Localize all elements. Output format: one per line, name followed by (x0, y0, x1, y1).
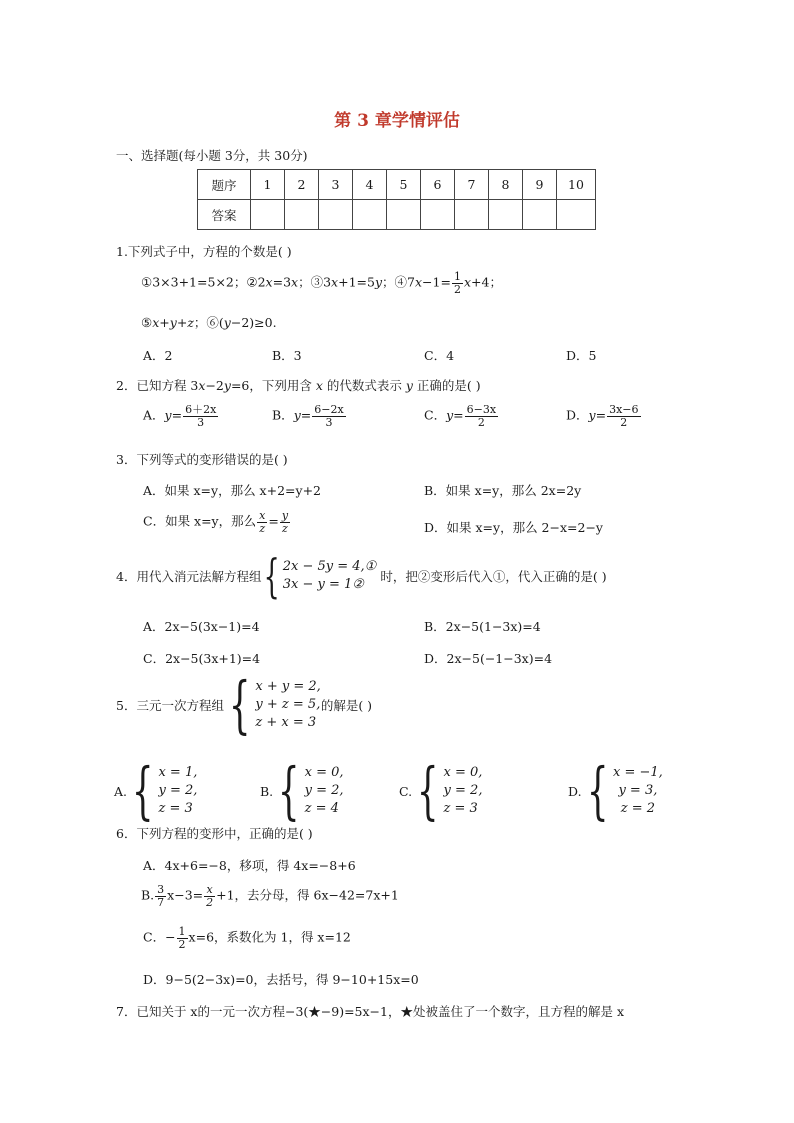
answer-cell[interactable] (557, 200, 596, 230)
table-number: 5 (387, 170, 421, 200)
equation: y + z = 5, (255, 697, 321, 712)
option-a[interactable]: A．2 (143, 348, 173, 363)
table-number: 10 (557, 170, 596, 200)
table-number: 1 (251, 170, 285, 200)
question-2-stem: 2．已知方程 3x−2y=6，下列用含 x 的代数式表示 y 正确的是( ) (116, 378, 481, 393)
brace: { (416, 754, 439, 827)
fraction: $\frac{3x-6}{2}$ (609, 403, 639, 429)
fraction: $\frac{1}{2}$ (453, 270, 461, 296)
brace: { (131, 754, 154, 827)
equation: 3x − y = 1② (282, 577, 364, 592)
answer-cell[interactable] (523, 200, 557, 230)
table-number: 6 (421, 170, 455, 200)
answer-cell[interactable] (285, 200, 319, 230)
answer-cell[interactable] (319, 200, 353, 230)
answer-cell[interactable] (353, 200, 387, 230)
brace: { (278, 754, 300, 827)
question-7-stem: 7．已知关于 x的一元一次方程−3(★−9)=5x−1，★处被盖住了一个数字，且方程的解是 x (116, 1004, 625, 1019)
table-number: 2 (285, 170, 319, 200)
answer-cell[interactable] (489, 200, 523, 230)
question-4-stem: 4．用代入消元法解方程组 { 2x − 5y = 4,① 3x − y = 1② 时，把②变形后代入①，代入正确的是( ) (116, 549, 607, 603)
option-a[interactable]: A. { x = 1, y = 2, z = 3 (114, 754, 198, 827)
option-b[interactable]: B. $\frac{3}{7}$ x−3= $\frac{x}{2}$ +1，去分母，得 6x−42=7x+1 (141, 883, 399, 909)
table-number: 9 (523, 170, 557, 200)
option-d[interactable]: D．9−5(2−3x)=0，去括号，得 9−10+15x=0 (143, 972, 419, 987)
table-number: 8 (489, 170, 523, 200)
option-a[interactable]: A．4x+6=−8，移项，得 4x=−8+6 (143, 858, 356, 873)
option-c[interactable]: C. { x = 0, y = 2, z = 3 (399, 754, 483, 827)
option-c[interactable]: C．如果 x=y，那么 $\frac{x}{z}$ = $\frac{y}{z}$ (143, 509, 289, 535)
answer-cell[interactable] (421, 200, 455, 230)
option-a[interactable]: A．y= $\frac{6+2x}{3}$ (143, 403, 217, 429)
fraction: $\frac{x}{z}$ (259, 509, 266, 535)
fraction: $\frac{1}{2}$ (178, 925, 186, 951)
option-d[interactable]: D．5 (566, 348, 597, 363)
option-c[interactable]: C．y= $\frac{6-3x}{2}$ (424, 403, 497, 429)
fraction: $\frac{6-3x}{2}$ (466, 403, 497, 429)
table-number: 3 (319, 170, 353, 200)
option-d[interactable]: D．2x−5(−1−3x)=4 (424, 651, 553, 666)
table-header-label: 题序 (198, 170, 251, 200)
brace: { (586, 754, 609, 827)
fraction: $\frac{x}{2}$ (206, 883, 214, 909)
option-d[interactable]: D．y= $\frac{3x-6}{2}$ (566, 403, 639, 429)
table-number: 4 (353, 170, 387, 200)
brace: { (264, 549, 281, 603)
answer-table-answer-row (198, 200, 596, 230)
option-a[interactable]: A．如果 x=y，那么 x+2=y+2 (143, 483, 321, 498)
option-c[interactable]: C．2x−5(3x+1)=4 (143, 651, 261, 666)
answer-table (197, 169, 596, 230)
table-answer-label: 答案 (198, 200, 251, 230)
option-b[interactable]: B. { x = 0, y = 2, z = 4 (260, 754, 344, 827)
question-6-stem: 6．下列方程的变形中，正确的是( ) (116, 826, 313, 841)
question-1-expressions-line2: ⑤x+y+z；⑥(y−2)≥0. (141, 315, 277, 330)
answer-cell[interactable] (251, 200, 285, 230)
option-b[interactable]: B．如果 x=y，那么 2x=2y (424, 483, 582, 498)
question-5-stem: 5．三元一次方程组 { x + y = 2, y + z = 5, z + x = 3 的解是( ) (116, 668, 373, 741)
fraction: $\frac{3}{7}$ (157, 883, 165, 909)
table-number: 7 (455, 170, 489, 200)
option-b[interactable]: B．3 (272, 348, 302, 363)
option-c[interactable]: C．4 (424, 348, 455, 363)
fraction: $\frac{6+2x}{3}$ (185, 403, 217, 429)
option-d[interactable]: D．如果 x=y，那么 2−x=2−y (424, 520, 603, 535)
answer-cell[interactable] (455, 200, 489, 230)
fraction: $\frac{y}{z}$ (281, 509, 289, 535)
fraction: $\frac{6-2x}{3}$ (314, 403, 344, 429)
equation: x + y = 2, (255, 679, 321, 694)
option-c[interactable]: C．− $\frac{1}{2}$ x=6，系数化为 1，得 x=12 (143, 925, 351, 951)
option-b[interactable]: B．2x−5(1−3x)=4 (424, 619, 541, 634)
answer-cell[interactable] (387, 200, 421, 230)
option-d[interactable]: D. { x = −1, y = 3, z = 2 (568, 754, 663, 827)
option-b[interactable]: B．y= $\frac{6-2x}{3}$ (272, 403, 344, 429)
equation: 2x − 5y = 4,① (282, 559, 377, 574)
answer-table-header-row (198, 170, 596, 200)
question-1-expressions-line1: ①3×3+1=5×2；②2x=3x；③3x+1=5y；④7x−1= $\frac{1}{2}$ x+4； (141, 270, 502, 296)
question-3-stem: 3．下列等式的变形错误的是( ) (116, 452, 288, 467)
brace: { (228, 668, 251, 741)
equation: z + x = 3 (255, 715, 317, 730)
question-1-stem: 1.下列式子中，方程的个数是( ) (116, 244, 292, 259)
page-title: 第 3 章学情评估 (334, 111, 460, 131)
section-heading: 一、选择题(每小题 3分，共 30分) (116, 148, 308, 163)
option-a[interactable]: A．2x−5(3x−1)=4 (143, 619, 260, 634)
